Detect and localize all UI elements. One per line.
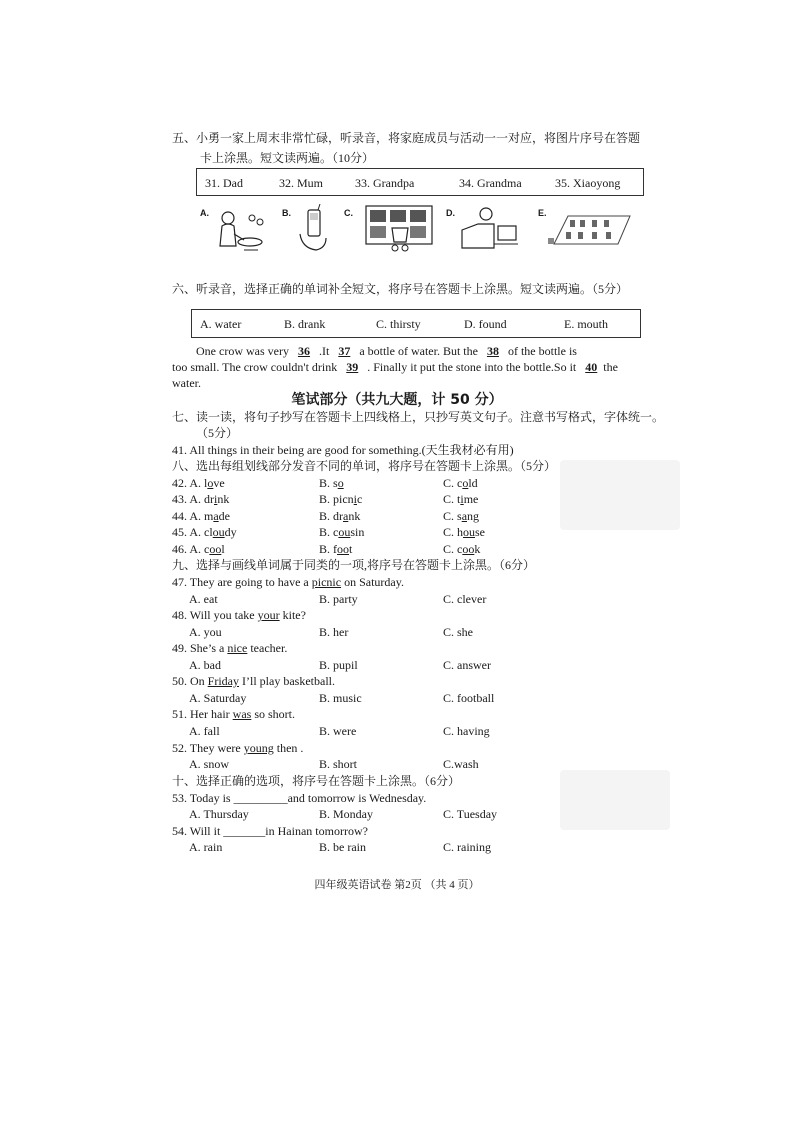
question-46-b: B. foot: [319, 542, 353, 556]
question-50-c: C. football: [443, 691, 495, 705]
phone-icon: [292, 204, 336, 252]
bleed-through-mark: [560, 770, 670, 830]
passage-text: the: [603, 360, 618, 374]
passage-text: of the bottle is: [504, 344, 577, 358]
question-45-b: B. cousin: [319, 525, 365, 539]
question-54-a: A. rain: [189, 840, 223, 854]
question-51-c: C. having: [443, 724, 490, 738]
cooking-icon: [208, 206, 268, 254]
option-water: A. water: [200, 317, 242, 331]
question-42-a: 42. A. love: [172, 476, 225, 490]
passage-text: a bottle of water. But the: [356, 344, 481, 358]
question-50-a: A. Saturday: [189, 691, 247, 705]
picture-label-b: B.: [282, 208, 291, 218]
question-48-c: C. she: [443, 625, 473, 639]
option-thirsty: C. thirsty: [376, 317, 421, 331]
section5-heading-line2: 卡上涂黑。短文读两遍。（10分）: [200, 151, 375, 165]
question-47-a: A. eat: [189, 592, 218, 606]
question-51: 51. Her hair was so short.: [172, 707, 295, 721]
passage-text: One crow was very: [196, 344, 292, 358]
blank-39: 39: [346, 360, 359, 374]
member-dad: 31. Dad: [205, 176, 243, 190]
question-45-c: C. house: [443, 525, 486, 539]
shopping-icon: [364, 204, 434, 252]
written-part-title: 笔试部分（共九大题，计 50 分）: [291, 392, 503, 408]
question-46-c: C. cook: [443, 542, 481, 556]
chess-icon: [548, 208, 634, 256]
passage-text: .It: [315, 344, 333, 358]
question-48-a: A. you: [189, 625, 222, 639]
question-49-a: A. bad: [189, 658, 221, 672]
question-41: 41. All things in their being are good for something.(天生我材必有用): [172, 443, 514, 457]
question-43-a: 43. A. drink: [172, 492, 230, 506]
option-mouth: E. mouth: [564, 317, 608, 331]
picture-label-c: C.: [344, 208, 353, 218]
question-44-c: C. sang: [443, 509, 480, 523]
question-47: 47. They are going to have a picnic on Saturday.: [172, 575, 404, 589]
blank-36: 36: [297, 344, 310, 358]
question-50-b: B. music: [319, 691, 362, 705]
section10-heading: 十、选择正确的选项，将序号在答题卡上涂黑。（6分）: [172, 774, 461, 788]
question-47-b: B. party: [319, 592, 358, 606]
question-42-c: C. cold: [443, 476, 478, 490]
page-footer: 四年级英语试卷 第2页 （共 4 页）: [314, 879, 480, 891]
passage-line1: [196, 343, 577, 359]
picture-label-d: D.: [446, 208, 455, 218]
blank-40: 40: [585, 360, 598, 374]
question-49: 49. She’s a nice teacher.: [172, 641, 288, 655]
passage-text: . Finally it put the stone into the bottle.So it: [364, 360, 580, 374]
question-44-b: B. drank: [319, 509, 361, 523]
question-54: 54. Will it _______in Hainan tomorrow?: [172, 824, 368, 838]
option-drank: B. drank: [284, 317, 326, 331]
passage-text: too small. The crow couldn't drink: [172, 360, 341, 374]
passage-line3: water.: [172, 376, 201, 390]
question-52-c: C.wash: [443, 757, 479, 771]
question-54-b: B. be rain: [319, 840, 366, 854]
section6-heading: 六、听录音，选择正确的单词补全短文，将序号在答题卡上涂黑。短文读两遍。（5分）: [172, 282, 629, 296]
question-48: 48. Will you take your kite?: [172, 608, 306, 622]
question-54-c: C. raining: [443, 840, 491, 854]
question-49-c: C. answer: [443, 658, 491, 672]
section7-heading-line1: 七、读一读，将句子抄写在答题卡上四线格上，只抄写英文句子。注意书写格式，字体统一。: [172, 410, 665, 424]
member-mum: 32. Mum: [279, 176, 324, 190]
question-52-b: B. short: [319, 757, 358, 771]
question-45-a: 45. A. cloudy: [172, 525, 237, 539]
member-grandpa: 33. Grandpa: [355, 176, 415, 190]
question-44-a: 44. A. made: [172, 509, 230, 523]
question-43-b: B. picnic: [319, 492, 363, 506]
member-xiaoyong: 35. Xiaoyong: [555, 176, 621, 190]
question-47-c: C. clever: [443, 592, 487, 606]
question-53-a: A. Thursday: [189, 807, 249, 821]
question-53-c: C. Tuesday: [443, 807, 498, 821]
question-52-a: A. snow: [189, 757, 230, 771]
blank-38: 38: [486, 344, 499, 358]
question-53: 53. Today is _________and tomorrow is Wednesday.: [172, 791, 427, 805]
picture-label-e: E.: [538, 208, 547, 218]
computer-icon: [458, 204, 520, 252]
bleed-through-mark: [560, 460, 680, 530]
section9-heading: 九、选择与画线单词属于同类的一项,将序号在答题卡上涂黑。（6分）: [172, 558, 536, 572]
word-options-box: [191, 309, 641, 338]
question-51-b: B. were: [319, 724, 357, 738]
option-found: D. found: [464, 317, 507, 331]
question-42-b: B. so: [319, 476, 344, 490]
question-52: 52. They were young then .: [172, 741, 304, 755]
question-53-b: B. Monday: [319, 807, 373, 821]
picture-label-a: A.: [200, 208, 209, 218]
question-46-a: 46. A. cool: [172, 542, 225, 556]
question-51-a: A. fall: [189, 724, 220, 738]
question-49-b: B. pupil: [319, 658, 358, 672]
question-48-b: B. her: [319, 625, 349, 639]
passage-line2: [172, 359, 618, 375]
section7-heading-line2: （5分）: [196, 426, 239, 440]
member-grandma: 34. Grandma: [459, 176, 522, 190]
question-50: 50. On Friday I’ll play basketball.: [172, 674, 335, 688]
section8-heading: 八、选出每组划线部分发音不同的单词，将序号在答题卡上涂黑。（5分）: [172, 459, 557, 473]
family-members-box: [196, 168, 644, 196]
blank-37: 37: [338, 344, 351, 358]
question-43-c: C. time: [443, 492, 479, 506]
section5-heading-line1: 五、小勇一家上周末非常忙碌，听录音，将家庭成员与活动一一对应，将图片序号在答题: [172, 131, 641, 145]
